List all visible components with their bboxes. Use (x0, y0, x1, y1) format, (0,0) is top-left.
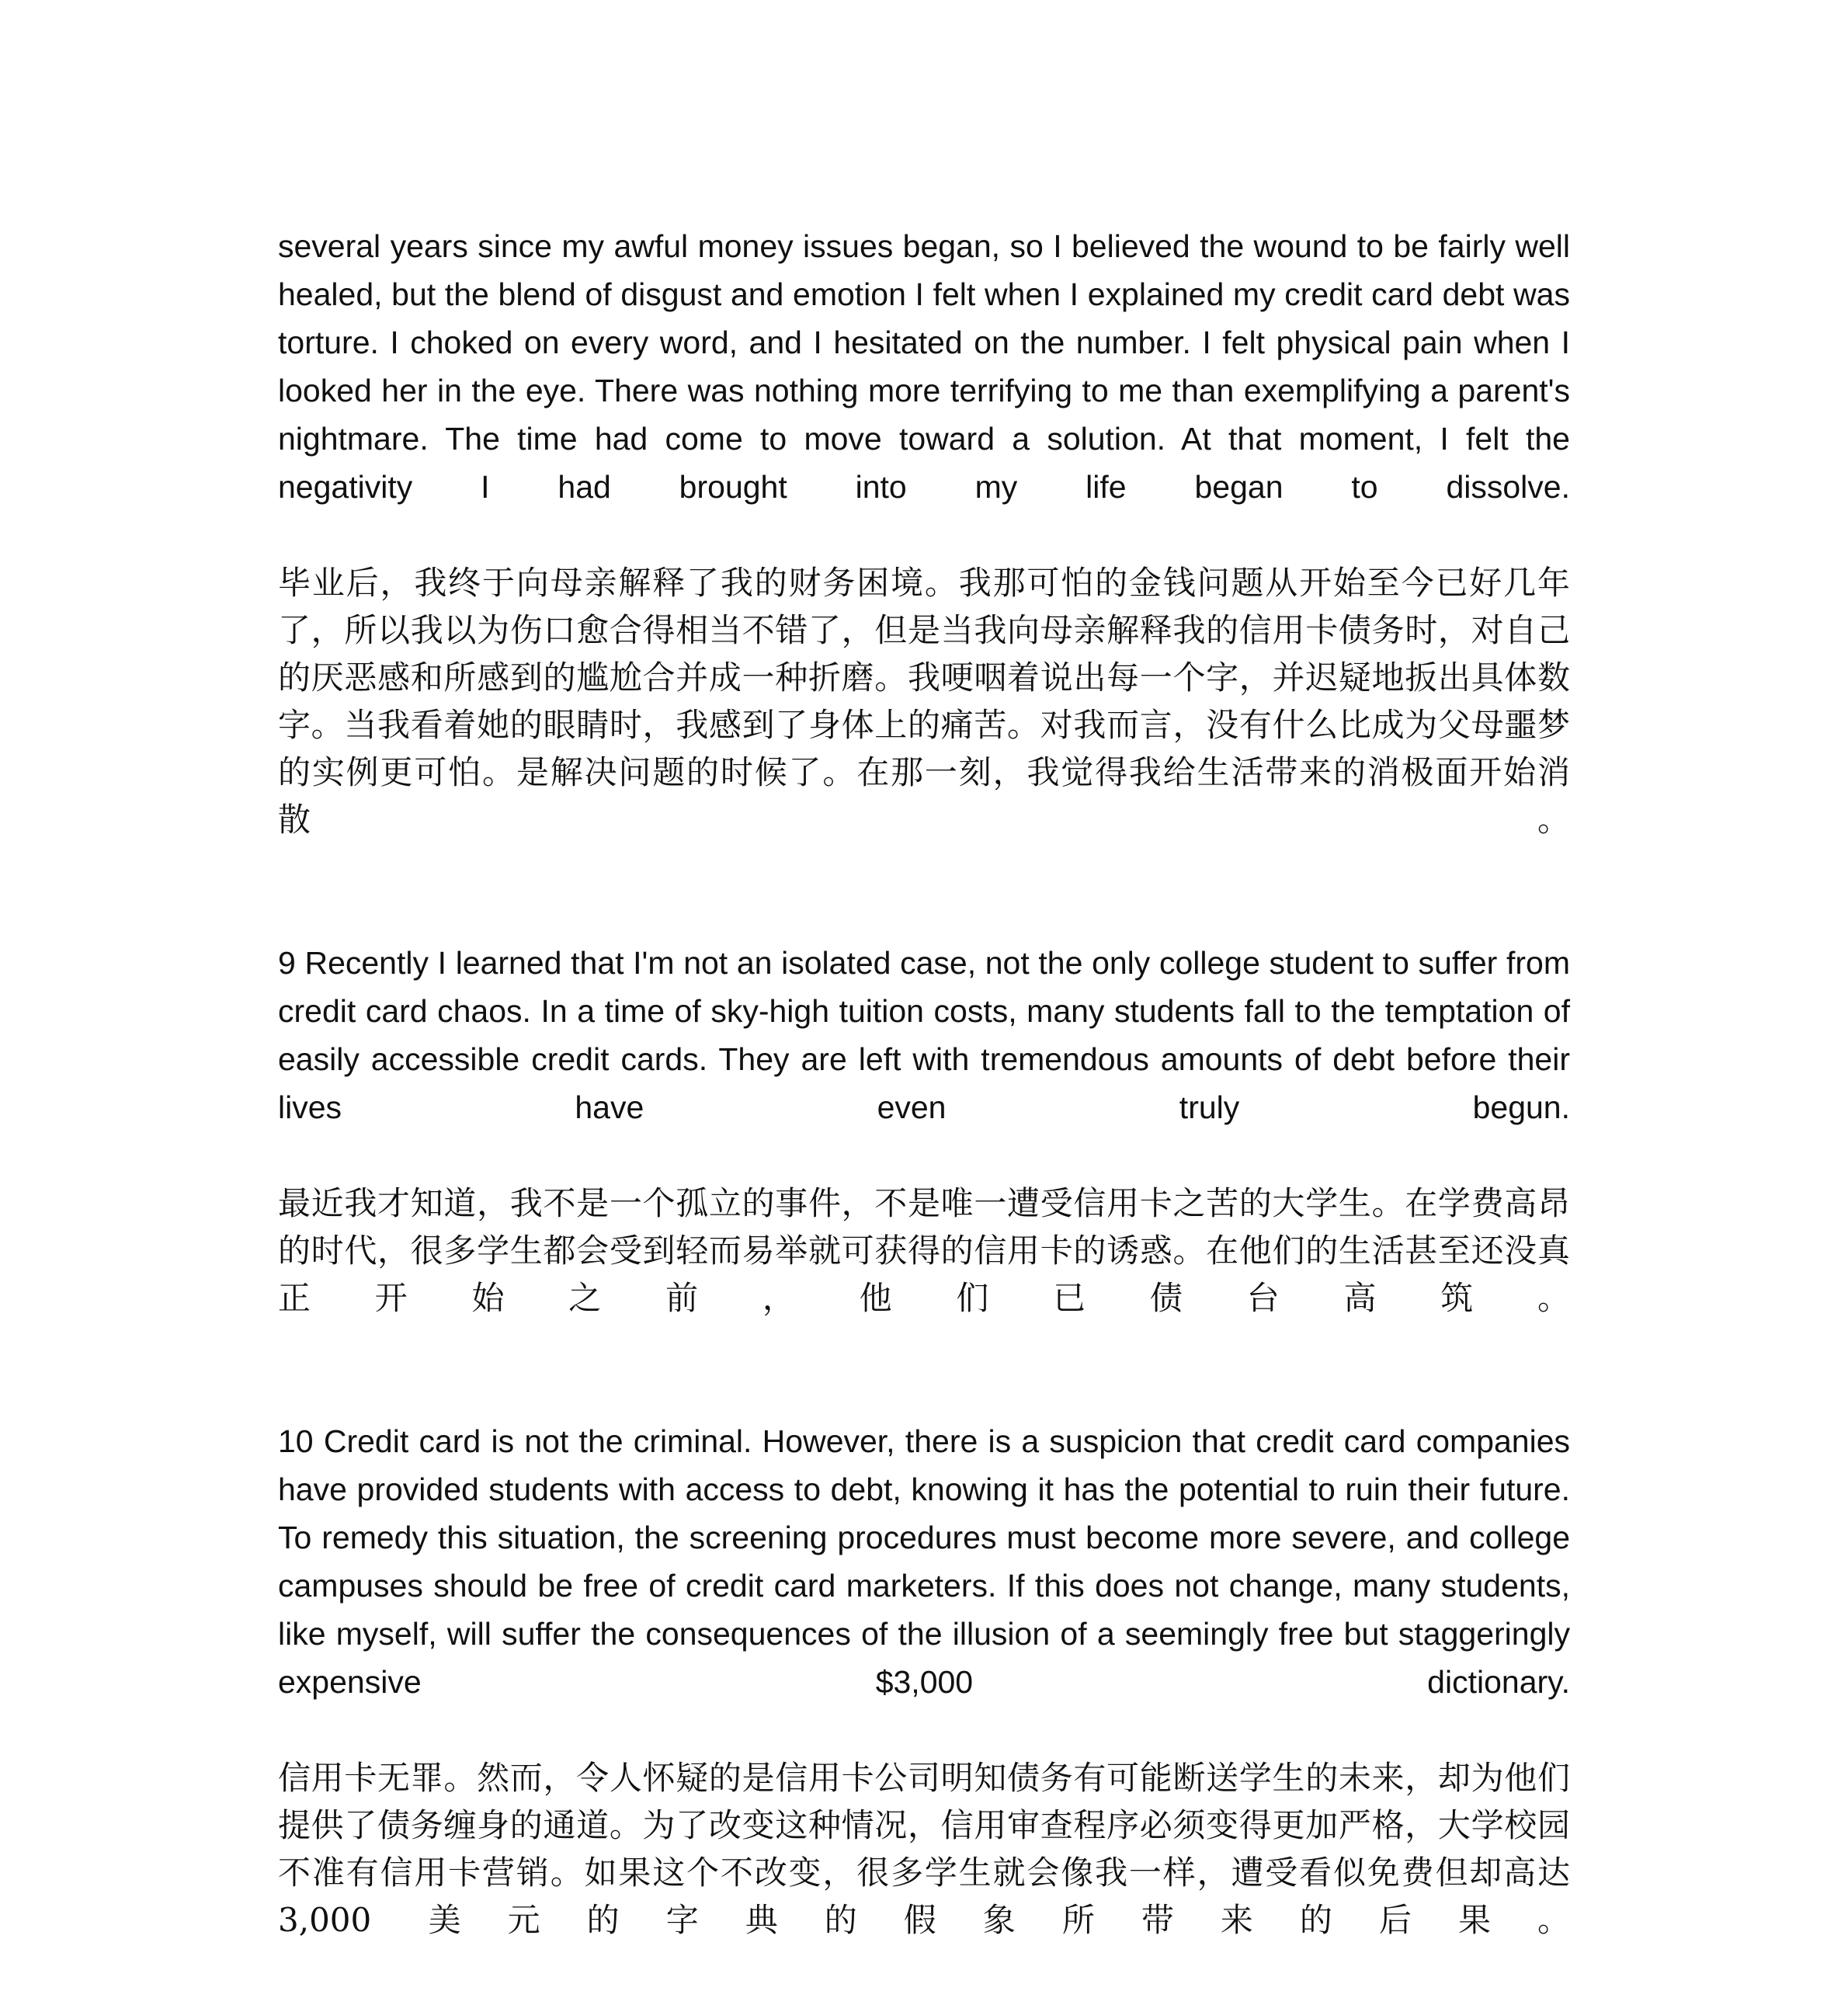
english-paragraph-9: 9 Recently I learned that I'm not an isolated case, not the only college student to suffer from credit card chaos. In a time of sky-high tuition costs, many students fall to the temptation of easily accessible credit cards. They are left with tremendous amounts of debt before their lives have even truly begun. (278, 945, 1570, 1125)
bilingual-block-9 (278, 939, 1570, 1369)
bilingual-block-8 (278, 222, 1570, 891)
english-paragraph-10: 10 Credit card is not the criminal. However, there is a suspicion that credit card companies have provided students with access to debt, knowing it has the potential to ruin their future. To remedy this situation, the screening procedures must become more severe, and college campuses should be free of credit card marketers. If this does not change, many students, like myself, will suffer the consequences of the illusion of a seemingly free but staggeringly expensive $3,000 dictionary. (278, 1423, 1570, 1700)
english-paragraph-8: several years since my awful money issues began, so I believed the wound to be fairly well healed, but the blend of disgust and emotion I felt when I explained my credit card debt was torture. I choked on every word, and I hesitated on the number. I felt physical pain when I looked her in the eye. There was nothing more terrifying to me than exemplifying a parent's nightmare. The time had come to move toward a solution. At that moment, I felt the negativity I had brought into my life began to dissolve. (278, 228, 1570, 505)
bilingual-block-10 (278, 1417, 1570, 1991)
text-column (278, 222, 1570, 1991)
chinese-paragraph-10: 信用卡无罪。然而，令人怀疑的是信用卡公司明知债务有可能断送学生的未来，却为他们提供了债务缠身的通道。为了改变这种情况，信用审查程序必须变得更加严格，大学校园不准有信用卡营销。如果这个不改变，很多学生就会像我一样，遭受看似免费但却高达 3,000 美元的字典的假象所带来的后果。 (278, 1759, 1570, 1939)
chinese-paragraph-8: 毕业后，我终于向母亲解释了我的财务困境。我那可怕的金钱问题从开始至今已好几年了，所以我以为伤口愈合得相当不错了，但是当我向母亲解释我的信用卡债务时，对自己的厌恶感和所感到的尴尬合并成一种折磨。我哽咽着说出每一个字，并迟疑地扳出具体数字。当我看着她的眼睛时，我感到了身体上的痛苦。对我而言，没有什么比成为父母噩梦的实例更可怕。是解决问题的时候了。在那一刻，我觉得我给生活带来的消极面开始消散。 (278, 564, 1570, 839)
chinese-paragraph-9: 最近我才知道，我不是一个孤立的事件，不是唯一遭受信用卡之苦的大学生。在学费高昂的时代，很多学生都会受到轻而易举就可获得的信用卡的诱惑。在他们的生活甚至还没真正开始之前，他们已债台高筑。 (278, 1184, 1570, 1317)
